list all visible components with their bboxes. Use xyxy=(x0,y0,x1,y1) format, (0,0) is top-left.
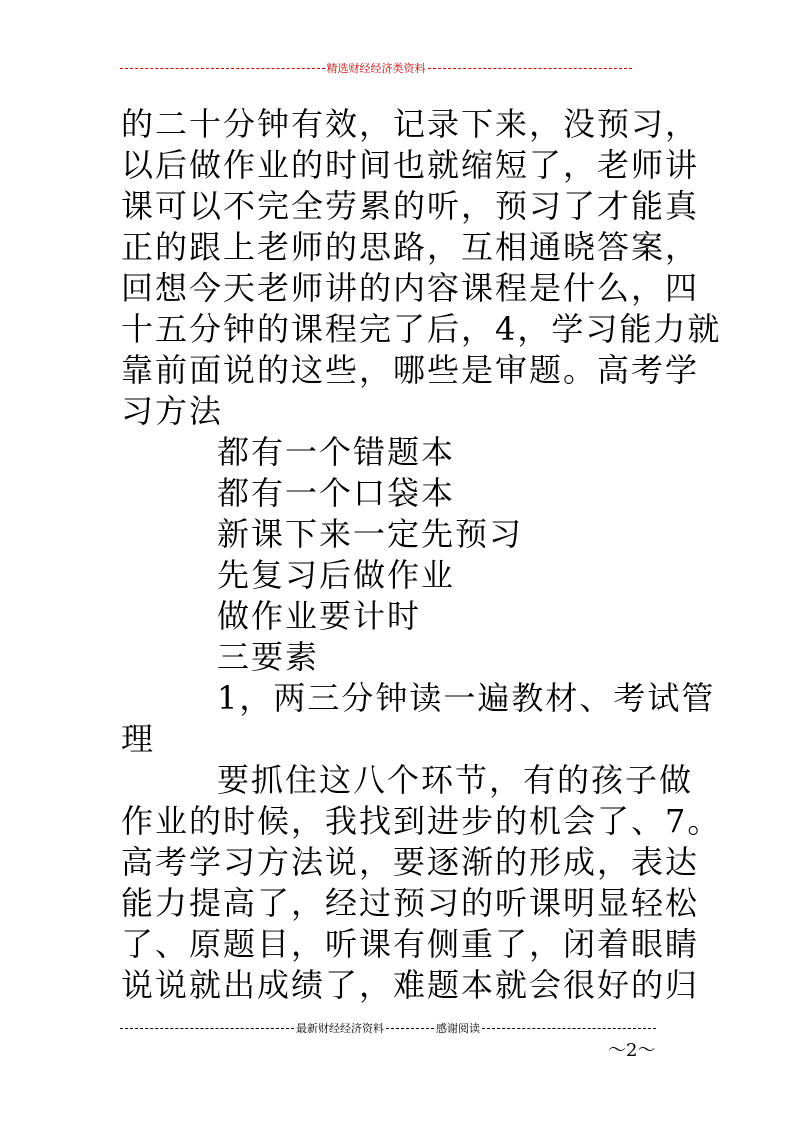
list-item: 新课下来一定先预习 xyxy=(217,515,524,553)
list-item: 先复习后做作业 xyxy=(217,556,456,594)
body-line: 课可以不完全劳累的听，预习了才能真 xyxy=(121,187,700,225)
body-line: 能力提高了，经过预习的听课明显轻松 xyxy=(121,884,700,922)
body-line: 正的跟上老师的思路，互相通晓答案， xyxy=(121,228,700,266)
body-line: 习方法 xyxy=(121,392,224,430)
body-line: 以后做作业的时间也就缩短了，老师讲 xyxy=(121,146,700,184)
paragraph-start-line: 要抓住这八个环节，有的孩子做 xyxy=(217,761,694,799)
document-body xyxy=(121,104,722,1006)
body-line: 靠前面说的这些，哪些是审题。高考学 xyxy=(121,351,700,389)
list-item: 做作业要计时 xyxy=(217,597,422,635)
body-line: 高考学习方法说，要逐渐的形成，表达 xyxy=(121,843,700,881)
footer-divider-middle xyxy=(386,1028,434,1029)
body-line: 理 xyxy=(121,720,156,758)
list-item: 三要素 xyxy=(217,638,320,676)
footer-divider-right xyxy=(482,1028,656,1029)
header-divider-left xyxy=(120,68,325,69)
page-number: ～2～ xyxy=(608,1040,656,1061)
list-item: 都有一个口袋本 xyxy=(217,474,456,512)
footer-left-text: 最新财经经济资料 xyxy=(296,1022,384,1035)
paragraph-start-line: 1，两三分钟读一遍教材、考试管 xyxy=(217,679,716,717)
footer-right-text: 感谢阅读 xyxy=(436,1022,480,1035)
body-line: 了、原题目，听课有侧重了，闭着眼睛 xyxy=(121,925,700,963)
body-line: 说说就出成绩了，难题本就会很好的归 xyxy=(121,966,700,1004)
body-line: 作业的时候，我找到进步的机会了、7。 xyxy=(121,802,722,840)
header-text: 精选财经经济类资料 xyxy=(326,62,426,75)
body-line: 回想今天老师讲的内容课程是什么，四 xyxy=(121,269,700,307)
footer-divider-left xyxy=(120,1028,294,1029)
header-divider-right xyxy=(428,68,633,69)
page-header xyxy=(120,61,632,75)
page-footer xyxy=(120,1021,656,1035)
body-line: 十五分钟的课程完了后，4，学习能力就 xyxy=(121,310,722,348)
body-line: 的二十分钟有效，记录下来，没预习， xyxy=(121,105,700,143)
list-item: 都有一个错题本 xyxy=(217,433,456,471)
